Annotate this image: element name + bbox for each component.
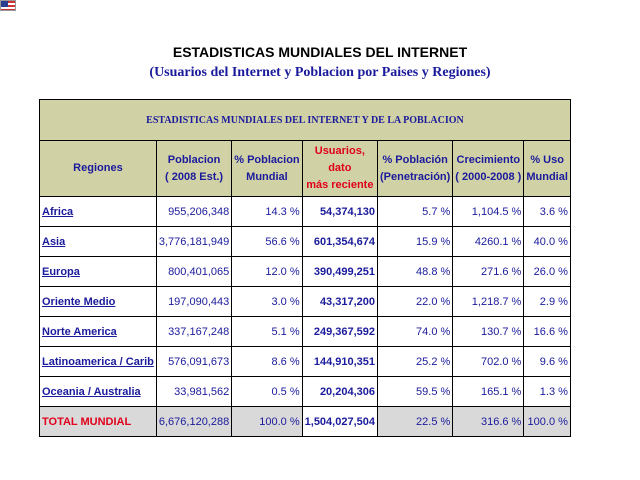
pct-poblacion-cell: 5.1 % (232, 317, 302, 347)
crecimiento-cell: 130.7 % (453, 317, 524, 347)
header-pct-poblacion (232, 141, 302, 197)
usuarios-cell: 249,367,592 (302, 317, 377, 347)
header-uso-line1: % Uso (530, 153, 564, 166)
poblacion-cell: 576,091,673 (156, 347, 231, 377)
pct-poblacion-cell: 12.0 % (232, 257, 302, 287)
table-row-oceania (40, 377, 571, 407)
table-row-latinoamerica (40, 347, 571, 377)
penetracion-cell: 48.8 % (378, 257, 453, 287)
table-header-row (40, 141, 571, 197)
header-regiones-label: Regiones (73, 162, 123, 174)
region-link[interactable]: Latinoamerica / Carib (40, 347, 157, 377)
usuarios-cell: 601,354,674 (302, 227, 377, 257)
uso-cell: 2.9 % (524, 287, 571, 317)
table-row-oriente-medio (40, 287, 571, 317)
table-banner-row (40, 100, 571, 141)
crecimiento-cell: 702.0 % (453, 347, 524, 377)
pct-poblacion-cell: 8.6 % (232, 347, 302, 377)
header-penetracion-line2: (Penetración) (380, 170, 451, 183)
usuarios-cell: 43,317,200 (302, 287, 377, 317)
header-penetracion-line1: % Población (382, 153, 448, 166)
table-row-europa (40, 257, 571, 287)
uso-cell: 100.0 % (524, 407, 571, 437)
usuarios-cell: 20,204,306 (302, 377, 377, 407)
penetracion-cell: 74.0 % (378, 317, 453, 347)
poblacion-cell: 33,981,562 (156, 377, 231, 407)
uso-cell: 9.6 % (524, 347, 571, 377)
usuarios-cell: 390,499,251 (302, 257, 377, 287)
crecimiento-cell: 316.6 % (453, 407, 524, 437)
header-usuarios-line1: Usuarios, (314, 145, 365, 157)
crecimiento-cell: 271.6 % (453, 257, 524, 287)
header-usuarios-line2: dato (328, 162, 352, 174)
pct-poblacion-cell: 3.0 % (232, 287, 302, 317)
header-crecimiento-line1: Crecimiento (456, 153, 521, 166)
table-row-africa (40, 197, 571, 227)
poblacion-cell: 3,776,181,949 (156, 227, 231, 257)
table-banner: ESTADISTICAS MUNDIALES DEL INTERNET Y DE LA POBLACION (40, 100, 571, 141)
usuarios-cell: 1,504,027,504 (302, 407, 377, 437)
region-link[interactable]: Oceania / Australia (40, 377, 157, 407)
region-link[interactable]: Europa (40, 257, 157, 287)
penetracion-cell: 22.5 % (378, 407, 453, 437)
region-link[interactable]: Oriente Medio (40, 287, 157, 317)
header-poblacion-line1: Poblacion (167, 153, 221, 166)
table-row-total (40, 407, 571, 437)
penetracion-cell: 25.2 % (378, 347, 453, 377)
page-title: ESTADISTICAS MUNDIALES DEL INTERNET (172, 44, 468, 60)
header-uso-line2: Mundial (526, 170, 568, 183)
poblacion-cell: 197,090,443 (156, 287, 231, 317)
pct-poblacion-cell: 14.3 % (232, 197, 302, 227)
page-subtitle: (Usuarios del Internet y Poblacion por Paises y Regiones) (149, 65, 491, 80)
penetracion-cell: 59.5 % (378, 377, 453, 407)
header-crecimiento (453, 141, 524, 197)
region-link[interactable]: Africa (40, 197, 157, 227)
region-link[interactable]: Asia (40, 227, 157, 257)
uso-cell: 1.3 % (524, 377, 571, 407)
usuarios-cell: 144,910,351 (302, 347, 377, 377)
header-penetracion (378, 141, 453, 197)
uso-cell: 3.6 % (524, 197, 571, 227)
uso-cell: 16.6 % (524, 317, 571, 347)
header-pct-poblacion-line2: Mundial (246, 170, 288, 183)
total-label: TOTAL MUNDIAL (40, 407, 157, 437)
header-uso (524, 141, 571, 197)
crecimiento-cell: 4260.1 % (453, 227, 524, 257)
header-regiones (40, 141, 157, 197)
uso-cell: 40.0 % (524, 227, 571, 257)
region-link[interactable]: Norte America (40, 317, 157, 347)
header-poblacion (156, 141, 231, 197)
poblacion-cell: 337,167,248 (156, 317, 231, 347)
table-row-asia (40, 227, 571, 257)
crecimiento-cell: 1,218.7 % (453, 287, 524, 317)
poblacion-cell: 800,401,065 (156, 257, 231, 287)
penetracion-cell: 15.9 % (378, 227, 453, 257)
table-row-norte-america (40, 317, 571, 347)
header-crecimiento-line2: ( 2000-2008 ) (455, 170, 522, 183)
penetracion-cell: 5.7 % (378, 197, 453, 227)
crecimiento-cell: 1,104.5 % (453, 197, 524, 227)
header-usuarios-line3: más reciente (306, 179, 374, 191)
poblacion-cell: 955,206,348 (156, 197, 231, 227)
poblacion-cell: 6,676,120,288 (156, 407, 231, 437)
header-poblacion-line2: ( 2008 Est.) (165, 170, 224, 183)
pct-poblacion-cell: 56.6 % (232, 227, 302, 257)
pct-poblacion-cell: 100.0 % (232, 407, 302, 437)
header-usuarios (302, 141, 377, 197)
usuarios-cell: 54,374,130 (302, 197, 377, 227)
crecimiento-cell: 165.1 % (453, 377, 524, 407)
us-flag-icon (0, 0, 16, 11)
header-pct-poblacion-line1: % Poblacion (234, 153, 300, 166)
pct-poblacion-cell: 0.5 % (232, 377, 302, 407)
penetracion-cell: 22.0 % (378, 287, 453, 317)
statistics-table (39, 99, 571, 437)
uso-cell: 26.0 % (524, 257, 571, 287)
